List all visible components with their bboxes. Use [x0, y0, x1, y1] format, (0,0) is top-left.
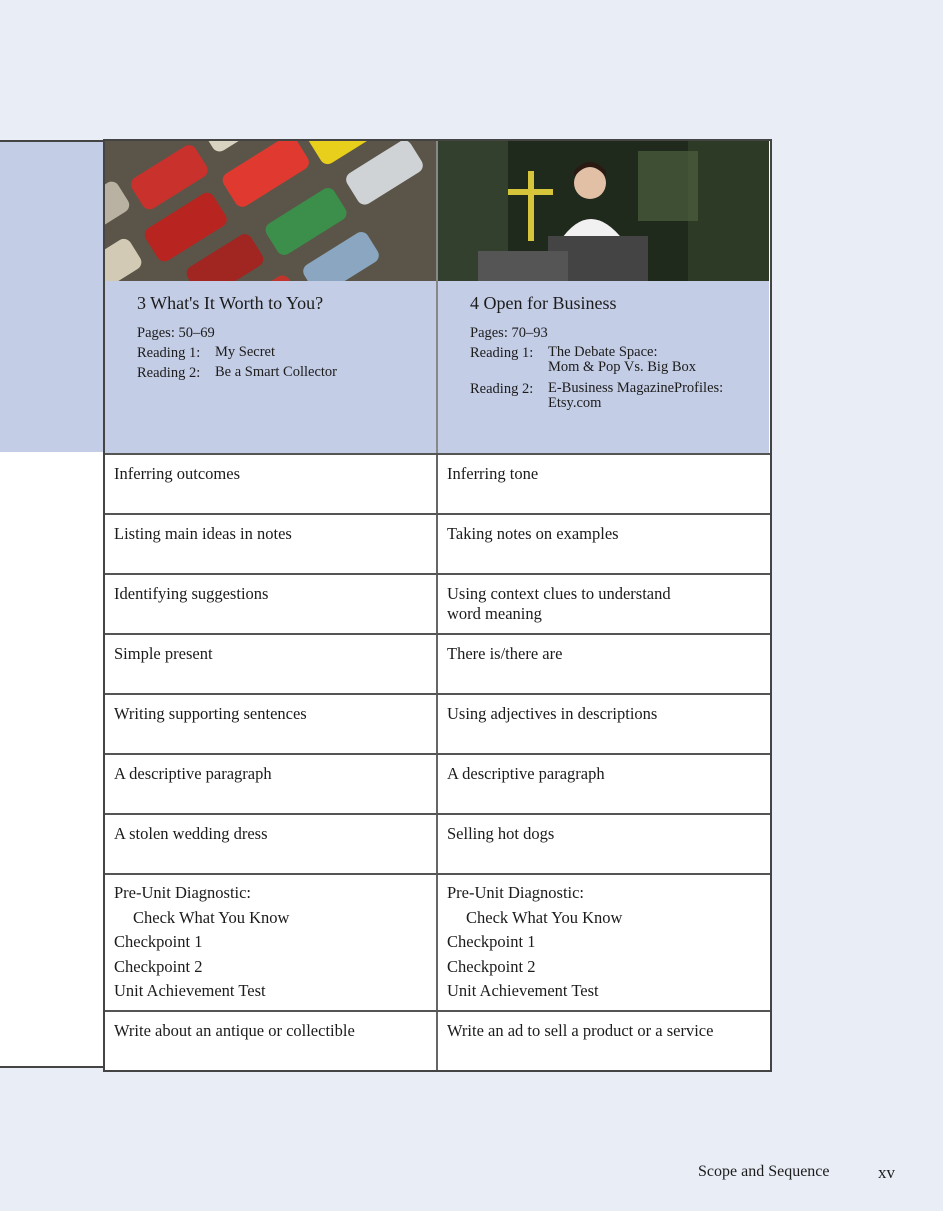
- table-cell: Inferring tone: [436, 455, 767, 513]
- unit-3-header: [105, 141, 436, 453]
- scope-sequence-table: [103, 139, 772, 1072]
- table-row: [105, 453, 770, 513]
- assessment-row: [105, 873, 770, 1010]
- toy-cars-photo: [105, 141, 436, 281]
- table-row: [105, 573, 770, 633]
- table-cell: Inferring outcomes: [114, 464, 240, 483]
- unit-3-pages: Pages: 50–69: [137, 325, 215, 341]
- table-row: [105, 693, 770, 753]
- unit-4-reading-1: Reading 1: The Debate Space: Mom & Pop Vs. Big Box: [470, 344, 696, 375]
- table-cell: Write about an antique or collectible: [114, 1021, 355, 1040]
- table-cell: Simple present: [114, 644, 213, 663]
- unit-3-title: 3 What's It Worth to You?: [137, 293, 324, 313]
- footer-section-title: Scope and Sequence: [698, 1163, 830, 1180]
- unit-4-info: [438, 281, 769, 411]
- unit-header-row: [105, 141, 770, 453]
- unit-4-reading-2: Reading 2: E-Business MagazineProfiles: Etsy.com: [470, 380, 724, 411]
- table-cell: Writing supporting sentences: [114, 704, 307, 723]
- unit-4-pages: Pages: 70–93: [470, 325, 548, 341]
- woman-at-cart-photo: [438, 141, 769, 281]
- left-side-blank: [0, 452, 104, 1068]
- unit-3-info: [105, 281, 436, 383]
- table-cell: Listing main ideas in notes: [114, 524, 292, 543]
- table-row: [105, 513, 770, 573]
- table-cell: A stolen wedding dress: [114, 824, 268, 843]
- page-number: xv: [878, 1163, 895, 1182]
- assessment-cell: Pre-Unit Diagnostic: Check What You Know Checkpoint 1 Checkpoint 2 Unit Achievement Test: [436, 875, 767, 1010]
- table-cell: Using adjectives in descriptions: [436, 695, 767, 753]
- table-row: [105, 1010, 770, 1070]
- table-cell: Taking notes on examples: [436, 515, 767, 573]
- unit-3-reading-1: Reading 1: My Secret: [137, 344, 275, 361]
- unit-4-header: [436, 141, 769, 453]
- table-cell: Selling hot dogs: [436, 815, 767, 873]
- table-cell: Write an ad to sell a product or a service: [436, 1012, 767, 1070]
- table-row: [105, 753, 770, 813]
- table-row: [105, 813, 770, 873]
- table-row: [105, 633, 770, 693]
- unit-4-title: 4 Open for Business: [470, 293, 617, 313]
- table-cell: Identifying suggestions: [114, 584, 269, 603]
- assessment-cell: Pre-Unit Diagnostic: Check What You Know Checkpoint 1 Checkpoint 2 Unit Achievement Test: [114, 883, 290, 1000]
- table-cell: There is/there are: [436, 635, 767, 693]
- table-cell: A descriptive paragraph: [114, 764, 272, 783]
- table-cell: Using context clues to understand word meaning: [436, 575, 767, 633]
- left-side-band: [0, 140, 104, 454]
- table-cell: A descriptive paragraph: [436, 755, 767, 813]
- unit-3-reading-2: Reading 2: Be a Smart Collector: [137, 364, 338, 381]
